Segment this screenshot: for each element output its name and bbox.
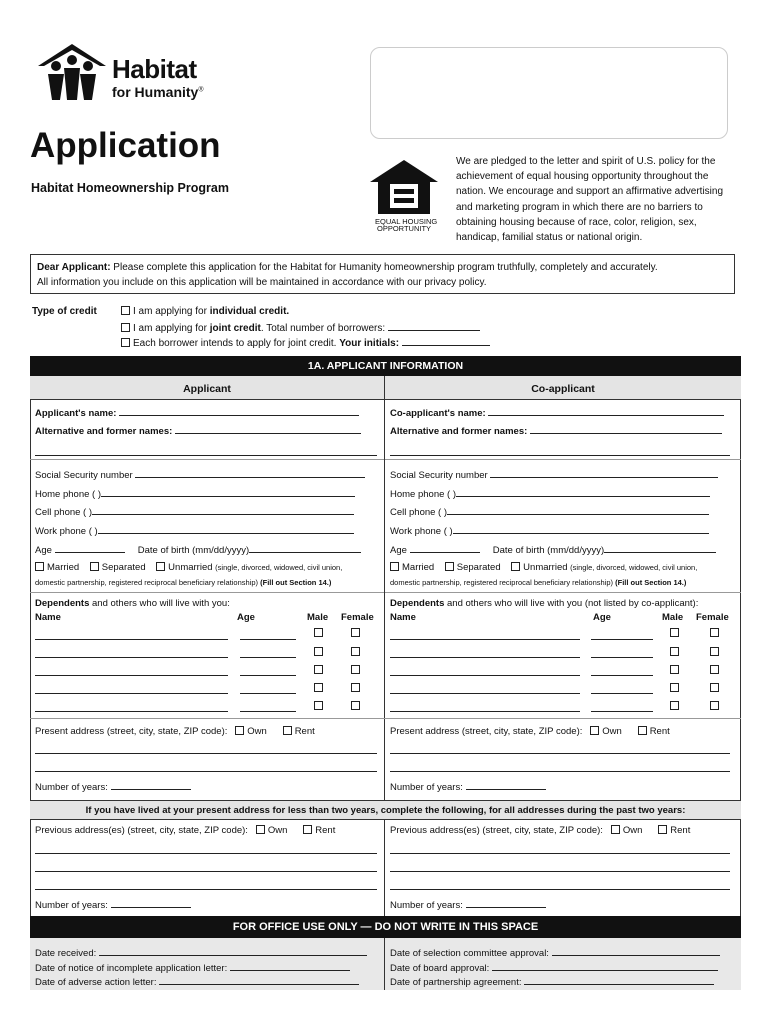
coapplicant-dp-note: domestic partnership, registered reciprocal beneficiary relationship) (Fill out Section 14.) (390, 578, 687, 587)
coapplicant-dep-age-field[interactable] (591, 657, 653, 658)
applicant-prev-years: Number of years: (35, 898, 191, 911)
coapplicant-dependents-title: Dependents and others who will live with you (not listed by co-applicant): (390, 598, 699, 609)
applicant-dep-male-checkbox[interactable] (314, 683, 323, 692)
pledge-text: We are pledged to the letter and spirit of U.S. policy for the achievement of equal housing opportunity throughout the nation. We encourage and support an affirmative advertising and marketing program in which there are no barriers to obtaining housing because of race, color, religion, sex, handicap, familial status or national origin. (456, 156, 724, 244)
applicant-prev-years-field[interactable] (111, 898, 191, 908)
equal-housing-logo (368, 158, 440, 234)
coapplicant-column-header: Co-applicant (531, 383, 595, 395)
coapplicant-prev-field[interactable] (390, 871, 730, 872)
dear-applicant-box (30, 254, 735, 294)
date-board-field[interactable] (492, 961, 718, 971)
office-stamp-box (370, 47, 728, 139)
coapplicant-dep-female-checkbox[interactable] (710, 628, 719, 637)
two-year-notice: If you have lived at your present address for less than two years, complete the following, for all addresses during the past two years: (30, 800, 741, 820)
coapplicant-col-female: Female (696, 612, 729, 623)
coapplicant-rent-checkbox[interactable] (638, 726, 647, 735)
previous-divider (384, 820, 385, 916)
coapplicant-alt-field[interactable] (530, 424, 722, 434)
coapplicant-own-checkbox[interactable] (590, 726, 599, 735)
applicant-alt-divider (30, 459, 384, 460)
date-received-field[interactable] (99, 946, 367, 956)
applicant-dep-name-field[interactable] (35, 693, 228, 694)
office-date-adverse: Date of adverse action letter: (35, 975, 359, 988)
coapplicant-unmarried-checkbox[interactable] (511, 562, 520, 571)
applicant-married-checkbox[interactable] (35, 562, 44, 571)
coapplicant-name-label: Co-applicant's name: (390, 406, 724, 419)
coapplicant-dep-name-field[interactable] (390, 657, 580, 658)
applicant-ssn: Social Security number (35, 468, 365, 481)
applicant-years-field[interactable] (111, 780, 191, 790)
applicant-dep-female-checkbox[interactable] (351, 701, 360, 710)
coapplicant-dob-field[interactable] (604, 543, 716, 553)
coapplicant-address-field[interactable] (390, 771, 730, 772)
applicant-cell-field[interactable] (92, 505, 354, 515)
office-divider (384, 938, 385, 990)
coapplicant-home-field[interactable] (456, 487, 710, 497)
date-selection-field[interactable] (552, 946, 720, 956)
coapplicant-marital: Married Separated Unmarried (single, divorced, widowed, civil union, (390, 562, 697, 573)
applicant-prev-field[interactable] (35, 853, 377, 854)
applicant-home-phone: Home phone ( ) (35, 487, 355, 500)
coapplicant-dep-age-field[interactable] (591, 639, 653, 640)
coapplicant-prev-years-field[interactable] (466, 898, 546, 908)
coapplicant-alt-divider (385, 459, 741, 460)
coapplicant-dep-name-field[interactable] (390, 693, 580, 694)
applicant-alt-field-2[interactable] (35, 455, 377, 456)
applicant-dep-female-checkbox[interactable] (351, 665, 360, 674)
coapplicant-dep-male-checkbox[interactable] (670, 628, 679, 637)
column-divider (384, 376, 385, 800)
dependents-divider (30, 718, 741, 719)
coapplicant-col-age: Age (593, 612, 611, 623)
coapplicant-dep-name-field[interactable] (390, 711, 580, 712)
applicant-years: Number of years: (35, 780, 191, 793)
coapplicant-name-field[interactable] (488, 406, 724, 416)
office-use-header: FOR OFFICE USE ONLY — DO NOT WRITE IN THIS SPACE (30, 916, 741, 938)
applicant-dep-name-field[interactable] (35, 675, 228, 676)
applicant-dep-age-field[interactable] (240, 639, 296, 640)
equal-housing-icon (368, 158, 440, 216)
dear-label: Dear Applicant: (37, 262, 111, 273)
office-date-selection: Date of selection committee approval: (390, 946, 720, 959)
applicant-dob-field[interactable] (249, 543, 361, 553)
coapplicant-dep-female-checkbox[interactable] (710, 647, 719, 656)
applicant-dep-name-field[interactable] (35, 657, 228, 658)
coapplicant-dep-age-field[interactable] (591, 711, 653, 712)
logo-habitat-text: Habitat (112, 54, 197, 84)
applicant-dep-female-checkbox[interactable] (351, 628, 360, 637)
office-date-partnership: Date of partnership agreement: (390, 975, 714, 988)
applicant-marital-divider (30, 592, 384, 593)
applicant-alt-field[interactable] (175, 424, 361, 434)
habitat-house-icon (34, 42, 110, 102)
applicant-rent-checkbox[interactable] (283, 726, 292, 735)
applicant-ssn-field[interactable] (135, 468, 365, 478)
joint-credit-checkbox[interactable] (121, 323, 130, 332)
coapplicant-dep-female-checkbox[interactable] (710, 701, 719, 710)
applicant-name-label: Applicant's name: (35, 406, 359, 419)
credit-initials: Each borrower intends to apply for joint credit. Your initials: (121, 336, 490, 349)
applicant-col-name: Name (35, 612, 61, 623)
borrowers-field[interactable] (388, 321, 480, 331)
coapplicant-dep-age-field[interactable] (591, 693, 653, 694)
coapplicant-previous-address: Previous address(es) (street, city, state, ZIP code): Own Rent (390, 825, 691, 836)
applicant-present-address: Present address (street, city, state, ZIP code): Own Rent (35, 726, 315, 737)
coapplicant-dep-name-field[interactable] (390, 675, 580, 676)
applicant-dep-female-checkbox[interactable] (351, 683, 360, 692)
page-subtitle: Habitat Homeownership Program (31, 181, 229, 195)
date-incomplete-field[interactable] (230, 961, 350, 971)
applicant-work-field[interactable] (98, 524, 354, 534)
coapplicant-col-name: Name (390, 612, 416, 623)
individual-credit-checkbox[interactable] (121, 306, 130, 315)
coapplicant-dep-name-field[interactable] (390, 639, 580, 640)
applicant-col-female: Female (341, 612, 374, 623)
applicant-col-male: Male (307, 612, 329, 623)
applicant-address-field[interactable] (35, 771, 377, 772)
applicant-column-header: Applicant (183, 383, 231, 395)
coapplicant-married-checkbox[interactable] (390, 562, 399, 571)
applicant-col-age: Age (237, 612, 255, 623)
coapplicant-dep-age-field[interactable] (591, 675, 653, 676)
date-adverse-field[interactable] (159, 975, 359, 985)
credit-joint: I am applying for joint credit. Total number of borrowers: (121, 321, 480, 334)
applicant-alt-label: Alternative and former names: (35, 424, 361, 437)
applicant-unmarried-checkbox[interactable] (156, 562, 165, 571)
applicant-marital: Married Separated Unmarried (single, divorced, widowed, civil union, (35, 562, 342, 573)
applicant-previous-address: Previous address(es) (street, city, state, ZIP code): Own Rent (35, 825, 336, 836)
coapplicant-age-field[interactable] (410, 543, 480, 553)
coapplicant-work-field[interactable] (453, 524, 709, 534)
coapplicant-alt-label: Alternative and former names: (390, 424, 722, 437)
coapplicant-separated-checkbox[interactable] (445, 562, 454, 571)
initials-field[interactable] (402, 336, 490, 346)
applicant-cell-phone: Cell phone ( ) (35, 505, 354, 518)
coapplicant-ssn: Social Security number (390, 468, 718, 481)
each-borrower-checkbox[interactable] (121, 338, 130, 347)
applicant-home-field[interactable] (101, 487, 355, 497)
privacy-text: All information you include on this application will be maintained in accordance with our privacy policy. (37, 277, 487, 288)
applicant-work-phone: Work phone ( ) (35, 524, 354, 537)
office-date-board: Date of board approval: (390, 961, 718, 974)
coapplicant-present-address: Present address (street, city, state, ZIP code): Own Rent (390, 726, 670, 737)
coapplicant-work-phone: Work phone ( ) (390, 524, 709, 537)
habitat-logo (34, 42, 224, 102)
applicant-separated-checkbox[interactable] (90, 562, 99, 571)
office-date-incomplete: Date of notice of incomplete application letter: (35, 961, 350, 974)
applicant-prev-own-checkbox[interactable] (256, 825, 265, 834)
applicant-dependents-title: Dependents and others who will live with you: (35, 598, 230, 609)
eho-line1: EQUAL HOUSING (375, 217, 438, 226)
eho-line2: OPPORTUNITY (377, 224, 432, 233)
credit-individual: I am applying for individual credit. (121, 306, 289, 317)
coapplicant-address-field[interactable] (390, 753, 730, 754)
applicant-prev-rent-checkbox[interactable] (303, 825, 312, 834)
date-partnership-field[interactable] (524, 975, 714, 985)
coapplicant-marital-divider (385, 592, 741, 593)
coapplicant-ssn-field[interactable] (490, 468, 718, 478)
section-1a-header: 1A. APPLICANT INFORMATION (30, 356, 741, 376)
coapplicant-dep-male-checkbox[interactable] (670, 665, 679, 674)
applicant-prev-field[interactable] (35, 889, 377, 890)
applicant-age-dob: Age Date of birth (mm/dd/yyyy) (35, 543, 361, 556)
credit-label: Type of credit (32, 306, 97, 317)
applicant-dep-age-field[interactable] (240, 711, 296, 712)
applicant-dep-age-field[interactable] (240, 693, 296, 694)
coapplicant-cell-phone: Cell phone ( ) (390, 505, 709, 518)
applicant-dep-age-field[interactable] (240, 657, 296, 658)
dear-text: Please complete this application for the Habitat for Humanity homeownership program truthfully, completely and accurately. (110, 262, 658, 273)
applicant-age-field[interactable] (55, 543, 125, 553)
coapplicant-years: Number of years: (390, 780, 546, 793)
coapplicant-dep-female-checkbox[interactable] (710, 683, 719, 692)
coapplicant-prev-own-checkbox[interactable] (611, 825, 620, 834)
coapplicant-prev-rent-checkbox[interactable] (658, 825, 667, 834)
applicant-address-field[interactable] (35, 753, 377, 754)
coapplicant-dep-male-checkbox[interactable] (670, 701, 679, 710)
applicant-dep-name-field[interactable] (35, 711, 228, 712)
applicant-name-field[interactable] (119, 406, 359, 416)
coapplicant-dep-female-checkbox[interactable] (710, 665, 719, 674)
coapplicant-age-dob: Age Date of birth (mm/dd/yyyy) (390, 543, 716, 556)
applicant-dep-male-checkbox[interactable] (314, 701, 323, 710)
coapplicant-prev-years: Number of years: (390, 898, 546, 911)
applicant-prev-field[interactable] (35, 871, 377, 872)
coapplicant-home-phone: Home phone ( ) (390, 487, 710, 500)
logo-humanity-text: for Humanity® (112, 84, 204, 100)
applicant-dep-male-checkbox[interactable] (314, 665, 323, 674)
page-title: Application (30, 126, 221, 165)
coapplicant-alt-field-2[interactable] (390, 455, 730, 456)
office-date-received: Date received: (35, 946, 367, 959)
coapplicant-cell-field[interactable] (447, 505, 709, 515)
coapplicant-dep-male-checkbox[interactable] (670, 647, 679, 656)
applicant-dep-age-field[interactable] (240, 675, 296, 676)
coapplicant-dep-male-checkbox[interactable] (670, 683, 679, 692)
applicant-dep-male-checkbox[interactable] (314, 628, 323, 637)
applicant-dep-female-checkbox[interactable] (351, 647, 360, 656)
applicant-own-checkbox[interactable] (235, 726, 244, 735)
coapplicant-col-male: Male (662, 612, 684, 623)
applicant-dep-name-field[interactable] (35, 639, 228, 640)
coapplicant-years-field[interactable] (466, 780, 546, 790)
applicant-dp-note: domestic partnership, registered reciprocal beneficiary relationship) (Fill out Section 14.) (35, 578, 332, 587)
applicant-form (30, 356, 741, 990)
coapplicant-prev-field[interactable] (390, 889, 730, 890)
coapplicant-prev-field[interactable] (390, 853, 730, 854)
applicant-dep-male-checkbox[interactable] (314, 647, 323, 656)
